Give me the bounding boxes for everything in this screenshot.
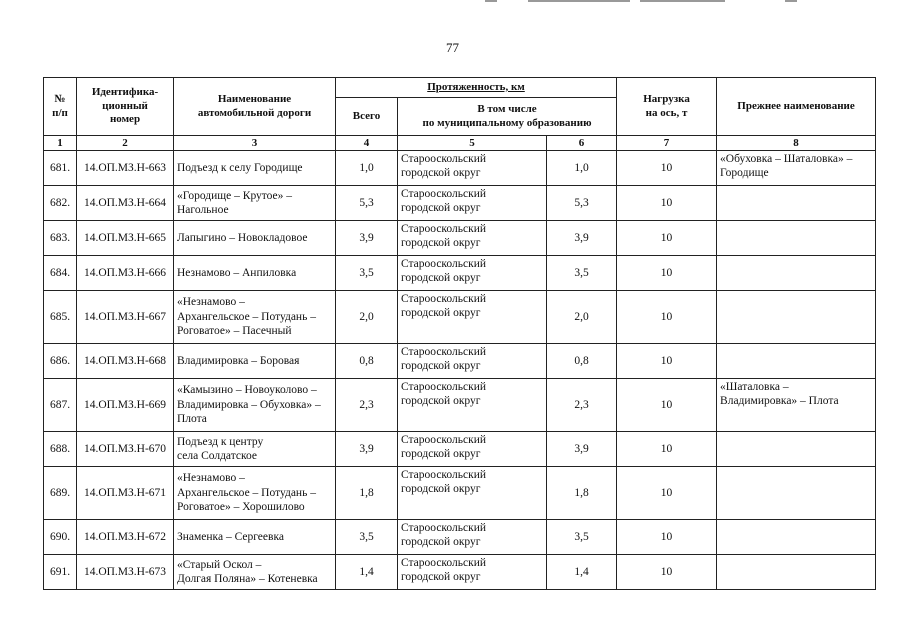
road-id: 14.ОП.МЗ.Н-672 — [77, 520, 174, 555]
road-name: «Незнамово – Архангельское – Потудань – Роговатое» – Хорошилово — [174, 467, 336, 520]
municipal-length: 5,3 — [547, 186, 617, 221]
column-number-row — [44, 136, 876, 151]
municipality: Старооскольский городской округ — [398, 186, 547, 221]
municipal-length: 1,8 — [547, 467, 617, 520]
header-id: Идентифика- ционный номер — [77, 78, 174, 136]
table-row — [44, 467, 876, 520]
previous-name: «Шаталовка – Владимировка» – Плота — [717, 379, 876, 432]
header-total: Всего — [336, 98, 398, 136]
row-number: 687. — [44, 379, 77, 432]
column-number: 4 — [336, 136, 398, 151]
previous-name — [717, 432, 876, 467]
table-row — [44, 432, 876, 467]
axle-load: 10 — [617, 221, 717, 256]
row-number: 689. — [44, 467, 77, 520]
column-number: 8 — [717, 136, 876, 151]
road-name: «Городище – Крутое» – Нагольное — [174, 186, 336, 221]
row-number: 690. — [44, 520, 77, 555]
municipality: Старооскольский городской округ — [398, 555, 547, 590]
scan-mark — [640, 0, 725, 2]
column-number: 7 — [617, 136, 717, 151]
road-id: 14.ОП.МЗ.Н-663 — [77, 151, 174, 186]
municipality: Старооскольский городской округ — [398, 379, 547, 432]
length-total: 2,3 — [336, 379, 398, 432]
length-total: 1,0 — [336, 151, 398, 186]
row-number: 681. — [44, 151, 77, 186]
axle-load: 10 — [617, 555, 717, 590]
length-total: 5,3 — [336, 186, 398, 221]
length-total: 3,5 — [336, 256, 398, 291]
axle-load: 10 — [617, 379, 717, 432]
municipal-length: 1,4 — [547, 555, 617, 590]
table-body — [44, 151, 876, 590]
axle-load: 10 — [617, 467, 717, 520]
length-total: 3,9 — [336, 221, 398, 256]
road-id: 14.ОП.МЗ.Н-664 — [77, 186, 174, 221]
road-id: 14.ОП.МЗ.Н-666 — [77, 256, 174, 291]
previous-name — [717, 186, 876, 221]
municipal-length: 3,9 — [547, 432, 617, 467]
road-name: Незнамово – Анпиловка — [174, 256, 336, 291]
row-number: 685. — [44, 291, 77, 344]
municipality: Старооскольский городской округ — [398, 344, 547, 379]
length-total: 1,8 — [336, 467, 398, 520]
previous-name — [717, 520, 876, 555]
axle-load: 10 — [617, 344, 717, 379]
header-axle-load: Нагрузка на ось, т — [617, 78, 717, 136]
road-id: 14.ОП.МЗ.Н-669 — [77, 379, 174, 432]
municipality: Старооскольский городской округ — [398, 520, 547, 555]
table-row — [44, 151, 876, 186]
table-row — [44, 344, 876, 379]
previous-name — [717, 256, 876, 291]
page-number: 77 — [446, 40, 459, 55]
road-id: 14.ОП.МЗ.Н-670 — [77, 432, 174, 467]
axle-load: 10 — [617, 151, 717, 186]
table-row — [44, 379, 876, 432]
header-row — [44, 78, 876, 98]
table-row — [44, 520, 876, 555]
row-number: 682. — [44, 186, 77, 221]
column-number: 6 — [547, 136, 617, 151]
scan-mark — [785, 0, 797, 2]
row-number: 684. — [44, 256, 77, 291]
axle-load: 10 — [617, 432, 717, 467]
axle-load: 10 — [617, 520, 717, 555]
column-number: 2 — [77, 136, 174, 151]
axle-load: 10 — [617, 291, 717, 344]
header-municipal: В том числе по муниципальному образованию — [398, 98, 617, 136]
municipality: Старооскольский городской округ — [398, 432, 547, 467]
header-road-name: Наименование автомобильной дороги — [174, 78, 336, 136]
municipal-length: 2,0 — [547, 291, 617, 344]
length-total: 3,9 — [336, 432, 398, 467]
table-row — [44, 221, 876, 256]
road-id: 14.ОП.МЗ.Н-667 — [77, 291, 174, 344]
length-total: 2,0 — [336, 291, 398, 344]
municipality: Старооскольский городской округ — [398, 221, 547, 256]
length-total: 3,5 — [336, 520, 398, 555]
road-name: «Старый Оскол – Долгая Поляна» – Котеневка — [174, 555, 336, 590]
municipality: Старооскольский городской округ — [398, 291, 547, 344]
municipality: Старооскольский городской округ — [398, 256, 547, 291]
scan-mark — [528, 0, 630, 2]
road-name: «Незнамово – Архангельское – Потудань – Роговатое» – Пасечный — [174, 291, 336, 344]
column-number: 5 — [398, 136, 547, 151]
road-id: 14.ОП.МЗ.Н-671 — [77, 467, 174, 520]
previous-name — [717, 555, 876, 590]
road-id: 14.ОП.МЗ.Н-673 — [77, 555, 174, 590]
road-name: Лапыгино – Новокладовое — [174, 221, 336, 256]
road-id: 14.ОП.МЗ.Н-668 — [77, 344, 174, 379]
municipal-length: 1,0 — [547, 151, 617, 186]
road-name: Владимировка – Боровая — [174, 344, 336, 379]
municipality: Старооскольский городской округ — [398, 467, 547, 520]
municipal-length: 3,5 — [547, 520, 617, 555]
header-previous-name: Прежнее наименование — [717, 78, 876, 136]
table-row — [44, 186, 876, 221]
row-number: 691. — [44, 555, 77, 590]
previous-name — [717, 344, 876, 379]
road-name: Подъезд к селу Городище — [174, 151, 336, 186]
roads-table — [43, 77, 876, 590]
municipal-length: 3,9 — [547, 221, 617, 256]
previous-name — [717, 221, 876, 256]
municipal-length: 0,8 — [547, 344, 617, 379]
table-row — [44, 291, 876, 344]
previous-name — [717, 467, 876, 520]
municipality: Старооскольский городской округ — [398, 151, 547, 186]
scan-mark — [485, 0, 497, 2]
header-num: № п/п — [44, 78, 77, 136]
row-number: 683. — [44, 221, 77, 256]
column-number: 1 — [44, 136, 77, 151]
road-name: Знаменка – Сергеевка — [174, 520, 336, 555]
road-name: «Камызино – Новоуколово – Владимировка – Обуховка» – Плота — [174, 379, 336, 432]
previous-name: «Обуховка – Шаталовка» – Городище — [717, 151, 876, 186]
road-id: 14.ОП.МЗ.Н-665 — [77, 221, 174, 256]
length-total: 0,8 — [336, 344, 398, 379]
header-length: Протяженность, км — [336, 78, 617, 98]
municipal-length: 2,3 — [547, 379, 617, 432]
column-number: 3 — [174, 136, 336, 151]
row-number: 688. — [44, 432, 77, 467]
axle-load: 10 — [617, 186, 717, 221]
municipal-length: 3,5 — [547, 256, 617, 291]
row-number: 686. — [44, 344, 77, 379]
length-total: 1,4 — [336, 555, 398, 590]
table-row — [44, 256, 876, 291]
previous-name — [717, 291, 876, 344]
table-row — [44, 555, 876, 590]
road-name: Подъезд к центру села Солдатское — [174, 432, 336, 467]
axle-load: 10 — [617, 256, 717, 291]
